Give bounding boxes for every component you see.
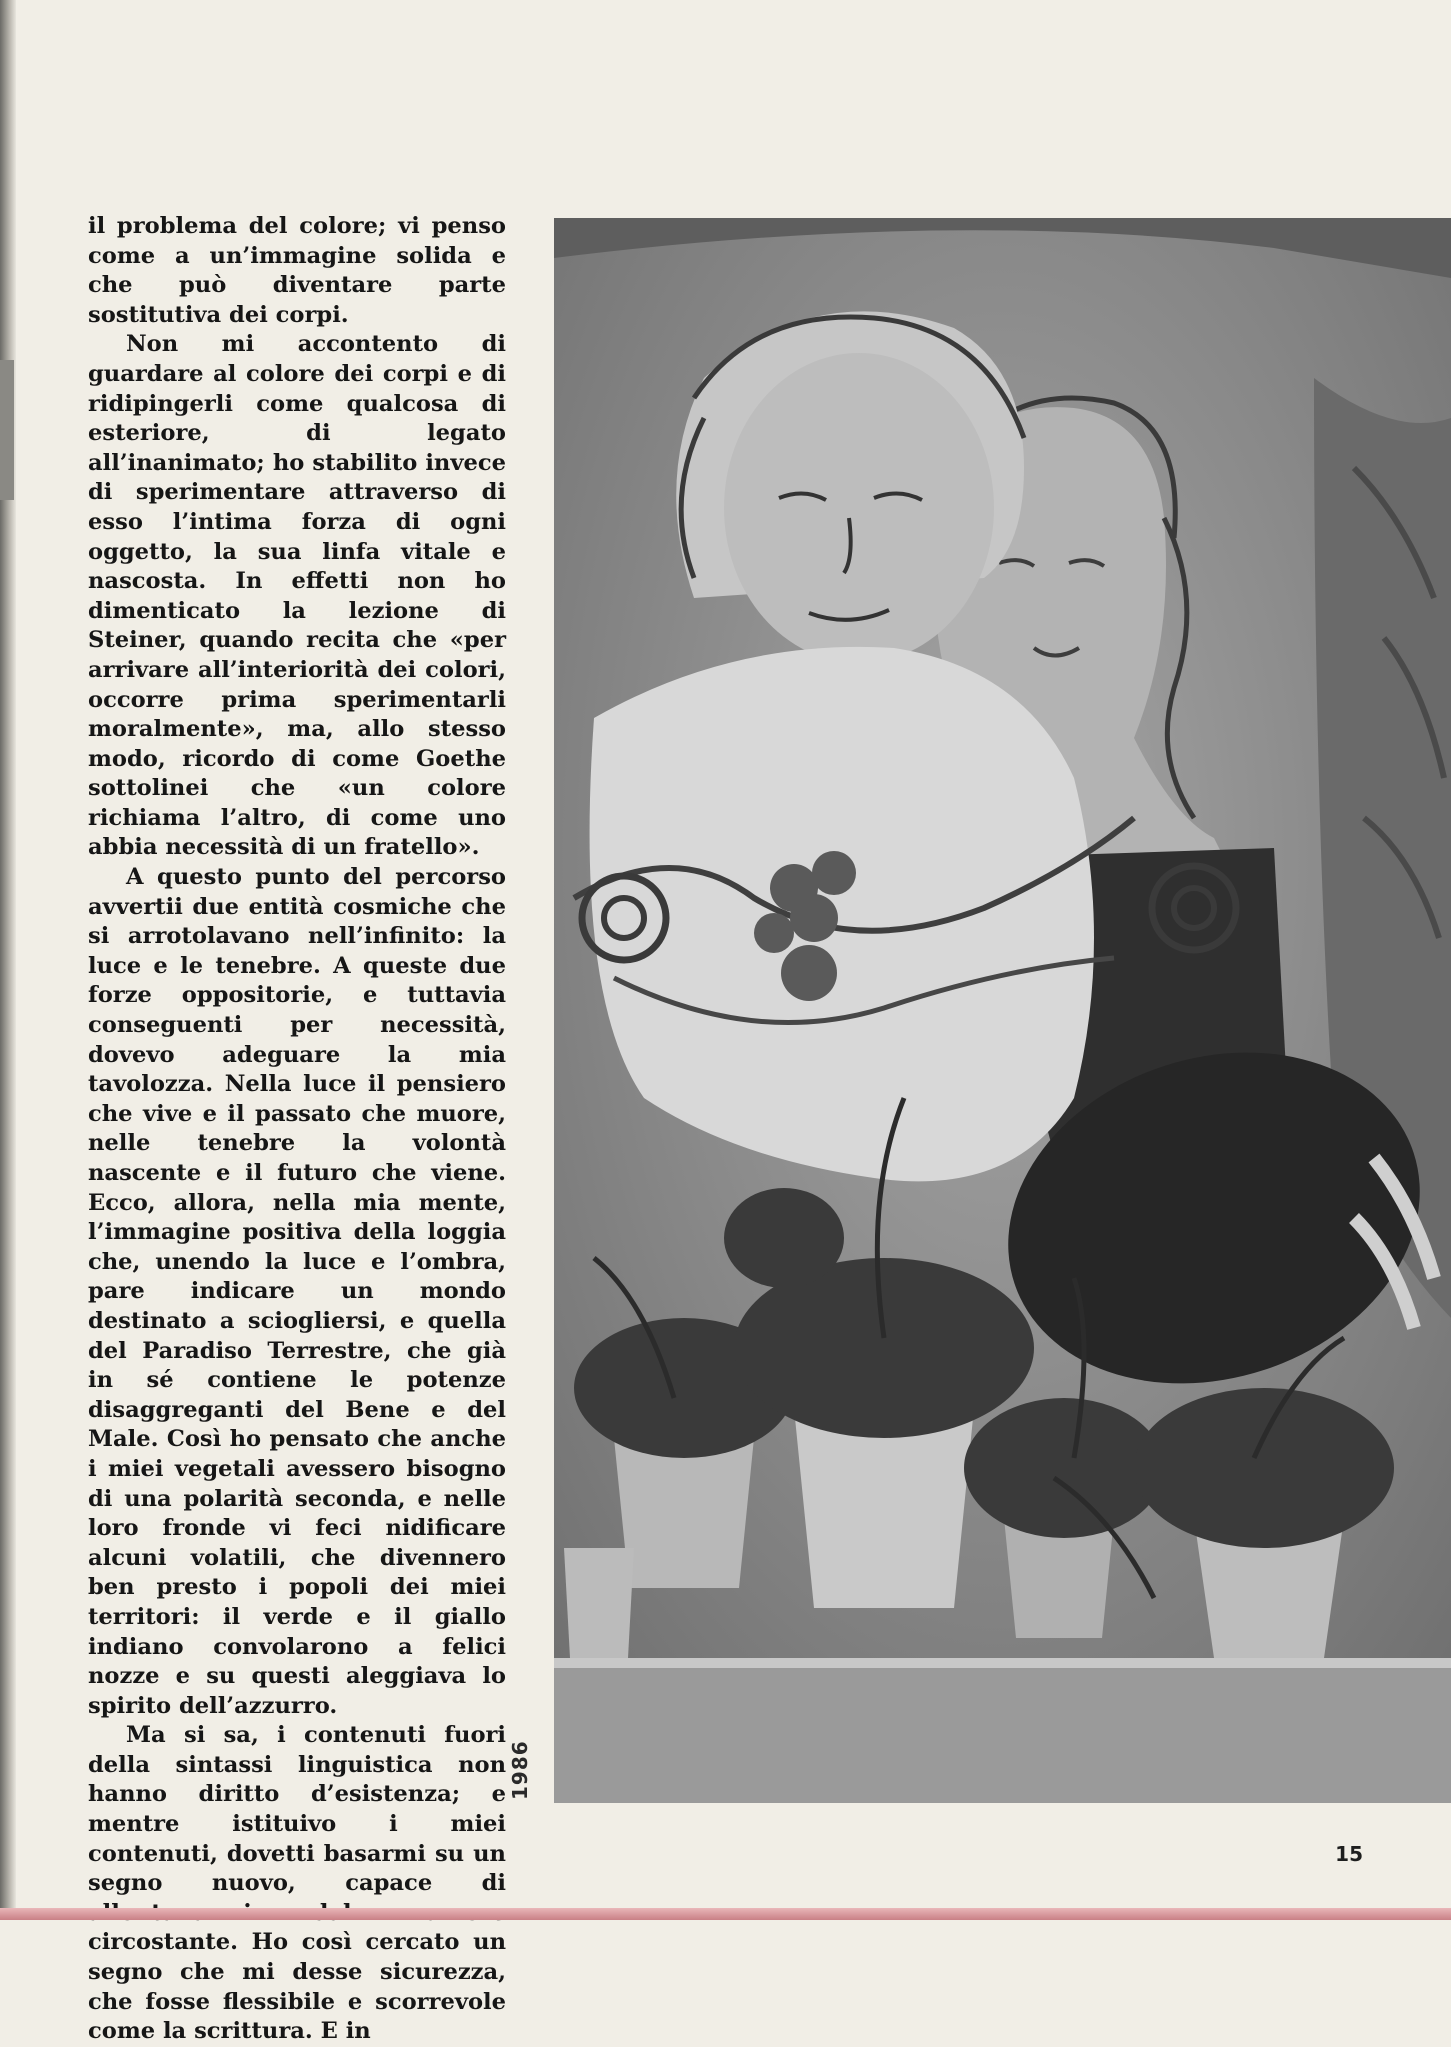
photo-caption-year: 1986 (508, 1740, 532, 1800)
painting-photo (554, 218, 1451, 1803)
page-number: 15 (1335, 1842, 1363, 1866)
paragraph-1: il problema del colore; vi penso come a un’immagine solida e che può diventare parte sostitutiva dei corpi. (88, 213, 506, 328)
article-text (88, 212, 506, 2047)
paragraph-4: Ma si sa, i contenuti fuori della sintassi linguistica non hanno diritto d’esistenza; e mentre istituivo i miei contenuti, dovetti basarmi su un segno nuovo, capace di circostante. Ho così cercato un segno che mi desse sicurezza, che fosse flessibile e scorrevole come la scrittura. E in (88, 1722, 506, 2045)
page-binding-edge (0, 0, 16, 1920)
paragraph-2: Non mi accontento di guardare al colore dei corpi e di ridipingerli come qualcosa di esteriore, di legato all’inanimato; ho stabilito invece di sperimentare attraverso di esso l’intima forza di ogni oggetto, la sua linfa vitale e nascosta. In effetti non ho dimenticato la lezione di Steiner, quando recita che «per arrivare all’interiorità dei colori, occorre prima sperimentarli moralmente», ma, allo stesso modo, ricordo di come Goethe sottolinei che «un colore richiama l’altro, di come uno abbia necessità di un fratello». (88, 331, 506, 861)
painting-illustration (554, 218, 1451, 1803)
paragraph-3: A questo punto del percorso avvertii due entità cosmiche che si arrotolavano nell’infinito: la luce e le tenebre. A queste due forze oppositorie, e tuttavia conseguenti per necessità, dovevo adeguare la mia tavolozza. Nella luce il pensiero che vive e il passato che muore, nelle tenebre la volontà nascente e il futuro che viene. Ecco, allora, nella mia mente, l’immagine positiva della loggia che, unendo la luce e l’ombra, pare indicare un mondo destinato a sciogliersi, e quella del Paradiso Terrestre, che già in sé contiene le potenze disaggreganti del Bene e del Male. Così ho pensato che anche i miei vegetali avessero bisogno di una polarità seconda, e nelle loro fronde vi feci nidificare alcuni volatili, che divennero ben presto i popoli dei miei territori: il verde e il giallo indiano convolarono a felici nozze e su questi aleggiava lo spirito dell’azzurro. (88, 864, 506, 1719)
page-bottom-edge (0, 1908, 1451, 1920)
